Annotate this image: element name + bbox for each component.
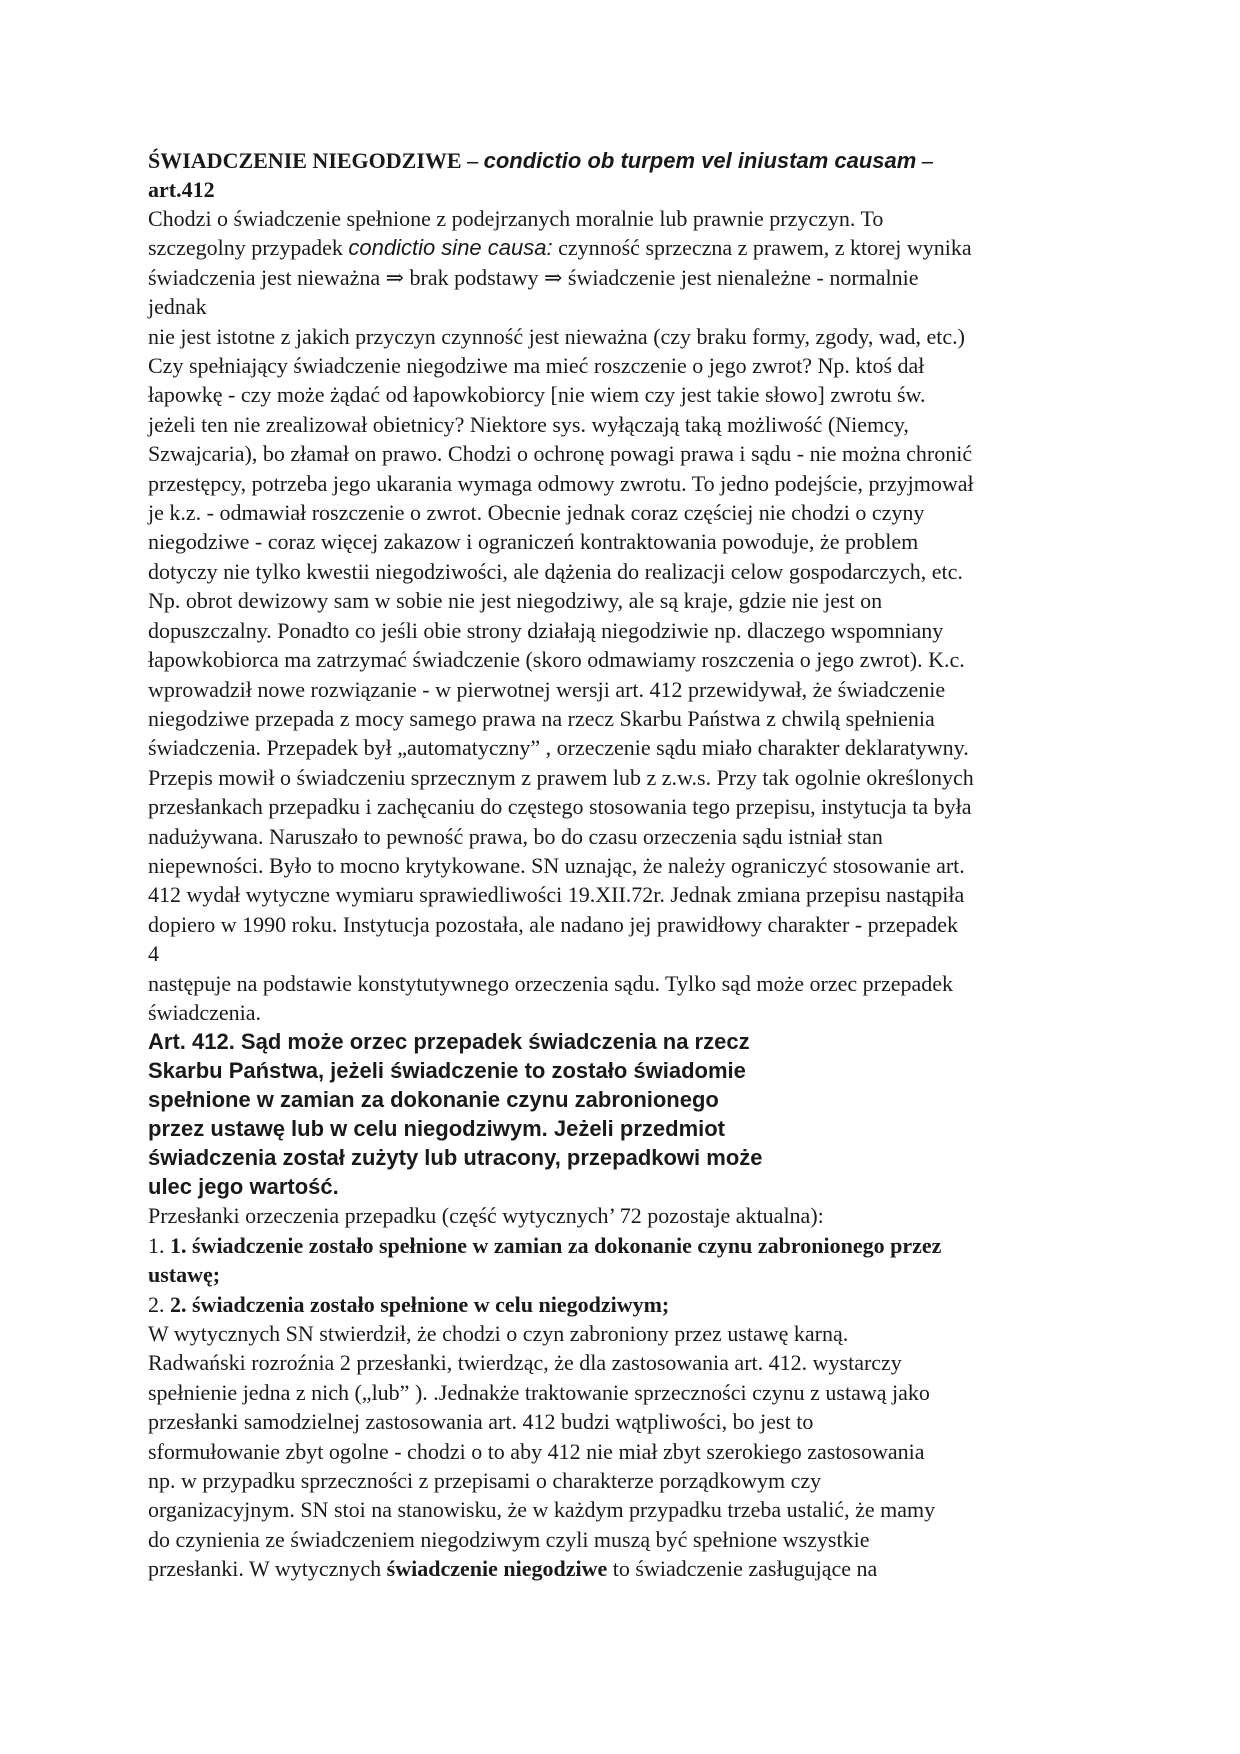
text-line: świadczenia jest nieważna ⇒ brak podstawy ⇒ świadczenie jest nienależne ‐ normalnie xyxy=(148,264,919,290)
text-line: do czynienia ze świadczeniem niegodziwym czyli muszą być spełnione wszystkie xyxy=(148,1526,870,1552)
text-line: nie jest istotne z jakich przyczyn czynność jest nieważna (czy braku formy, zgody, wad, etc.) xyxy=(148,323,965,349)
text-line: przesłankach przepadku i zachęcaniu do częstego stosowania tego przepisu, instytucja ta była xyxy=(148,794,972,820)
text-line: dopuszczalny. Ponadto co jeśli obie strony działają niegodziwie np. dlaczego wspomniany xyxy=(148,617,944,643)
text-line: przesłanki. W wytycznych świadczenie niegodziwe to świadczenie zasługujące na xyxy=(148,1556,878,1582)
text-line: Przesłanki orzeczenia przepadku (część wytycznych’ 72 pozostaje aktualna): xyxy=(148,1203,824,1229)
article-line: Art. 412. Sąd może orzec przepadek świadczenia na rzecz xyxy=(148,1029,750,1055)
text-line: Czy spełniający świadczenie niegodziwe ma mieć roszczenie o jego zwrot? Np. ktoś dał xyxy=(148,353,925,379)
text-line: jednak xyxy=(148,294,207,320)
heading-latin: condictio ob turpem vel iniustam causam xyxy=(483,148,917,173)
article-line: przez ustawę lub w celu niegodziwym. Jeżeli przedmiot xyxy=(148,1116,726,1142)
text-line: Szwajcaria), bo złamał on prawo. Chodzi o ochronę powagi prawa i sądu ‐ nie można chronić xyxy=(148,441,973,467)
text-line: świadczenia. Przepadek był „automatyczny” , orzeczenie sądu miało charakter deklaratywny. xyxy=(148,735,969,761)
text-line: nadużywana. Naruszało to pewność prawa, bo do czasu orzeczenia sądu istniał stan xyxy=(148,823,883,849)
text-line: szczegolny przypadek condictio sine causa: czynność sprzeczna z prawem, z ktorej wynika xyxy=(148,235,972,261)
document-page xyxy=(148,146,1098,1584)
text-line: wprowadził nowe rozwiązanie ‐ w pierwotnej wersji art. 412 przewidywał, że świadczenie xyxy=(148,676,946,702)
article-line: Skarbu Państwa, jeżeli świadczenie to zostało świadomie xyxy=(148,1058,746,1084)
text-line: je k.z. ‐ odmawiał roszczenie o zwrot. Obecnie jednak coraz częściej nie chodzi o czyny xyxy=(148,500,925,526)
page-number-inline: 4 xyxy=(148,941,159,967)
heading-dash: – xyxy=(916,148,933,173)
text-line: niegodziwe przepada z mocy samego prawa na rzecz Skarbu Państwa z chwilą spełnienia xyxy=(148,705,935,731)
text-line: jeżeli ten nie zrealizował obietnicy? Niektore sys. wyłączają taką możliwość (Niemcy, xyxy=(148,411,909,437)
paragraph-intro xyxy=(148,204,1098,1027)
list-item: 1. 1. świadczenie zostało spełnione w zamian za dokonanie czynu zabronionego przez xyxy=(148,1232,942,1258)
text-line: łapowkobiorca ma zatrzymać świadczenie (skoro odmawiamy roszczenia o jego zwrot). K.c. xyxy=(148,647,965,673)
text-line: następuje na podstawie konstytutywnego orzeczenia sądu. Tylko sąd może orzec przepadek xyxy=(148,970,954,996)
text-line: przestępcy, potrzeba jego ukarania wymaga odmowy zwrotu. To jedno podejście, przyjmował xyxy=(148,470,974,496)
article-line: ulec jego wartość. xyxy=(148,1174,339,1200)
latin-term: condictio sine causa: xyxy=(348,235,553,261)
text-line: Chodzi o świadczenie spełnione z podejrzanych moralnie lub prawnie przyczyn. To xyxy=(148,206,884,231)
list-item: 2. 2. świadczenia zostało spełnione w celu niegodziwym; xyxy=(148,1291,670,1317)
text-line: Radwański rozroźnia 2 przesłanki, twierdząc, że dla zastosowania art. 412. wystarczy xyxy=(148,1350,902,1376)
text-line: organizacyjnym. SN stoi na stanowisku, że w każdym przypadku trzeba ustalić, że mamy xyxy=(148,1497,936,1523)
text-line: np. w przypadku sprzeczności z przepisami o charakterze porządkowym czy xyxy=(148,1468,822,1494)
article-quote xyxy=(148,1027,1098,1201)
paragraph-conditions xyxy=(148,1201,1098,1583)
text-line: niegodziwe ‐ coraz więcej zakazow i ograniczeń kontraktowania powoduje, że problem xyxy=(148,529,919,555)
heading-text: ŚWIADCZENIE NIEGODZIWE – xyxy=(148,148,484,173)
section-heading xyxy=(148,146,1098,204)
text-line: Np. obrot dewizowy sam w sobie nie jest niegodziwy, ale są kraje, gdzie nie jest on xyxy=(148,588,883,614)
text-line: Przepis mowił o świadczeniu sprzecznym z prawem lub z z.w.s. Przy tak ogolnie określonych xyxy=(148,764,974,790)
article-line: świadczenia został zużyty lub utracony, przepadkowi może xyxy=(148,1145,763,1171)
text-line: przesłanki samodzielnej zastosowania art. 412 budzi wątpliwości, bo jest to xyxy=(148,1409,814,1435)
text-line: sformułowanie zbyt ogolne ‐ chodzi o to aby 412 nie miał zbyt szerokiego zastosowania xyxy=(148,1438,925,1464)
text-line: łapowkę ‐ czy może żądać od łapowkobiorcy [nie wiem czy jest takie słowo] zwrotu św. xyxy=(148,382,926,408)
text-line: W wytycznych SN stwierdził, że chodzi o czyn zabroniony przez ustawę karną. xyxy=(148,1321,849,1346)
text-line: dotyczy nie tylko kwestii niegodziwości, ale dążenia do realizacji celow gospodarczych, etc. xyxy=(148,558,963,584)
article-line: spełnione w zamian za dokonanie czynu zabronionego xyxy=(148,1087,719,1113)
text-line: 412 wydał wytyczne wymiaru sprawiedliwości 19.XII.72r. Jednak zmiana przepisu nastąpiła xyxy=(148,882,965,908)
text-line: niepewności. Było to mocno krytykowane. SN uznając, że należy ograniczyć stosowanie art. xyxy=(148,852,965,878)
text-line: świadczenia. xyxy=(148,999,261,1025)
text-line: spełnienie jedna z nich („lub” ). .Jednakże traktowanie sprzeczności czynu z ustawą jako xyxy=(148,1379,930,1405)
text-line: dopiero w 1990 roku. Instytucja pozostała, ale nadano jej prawidłowy charakter ‐ przepadek xyxy=(148,911,959,937)
list-item-cont: ustawę; xyxy=(148,1262,221,1288)
heading-article-ref: art.412 xyxy=(148,177,215,202)
